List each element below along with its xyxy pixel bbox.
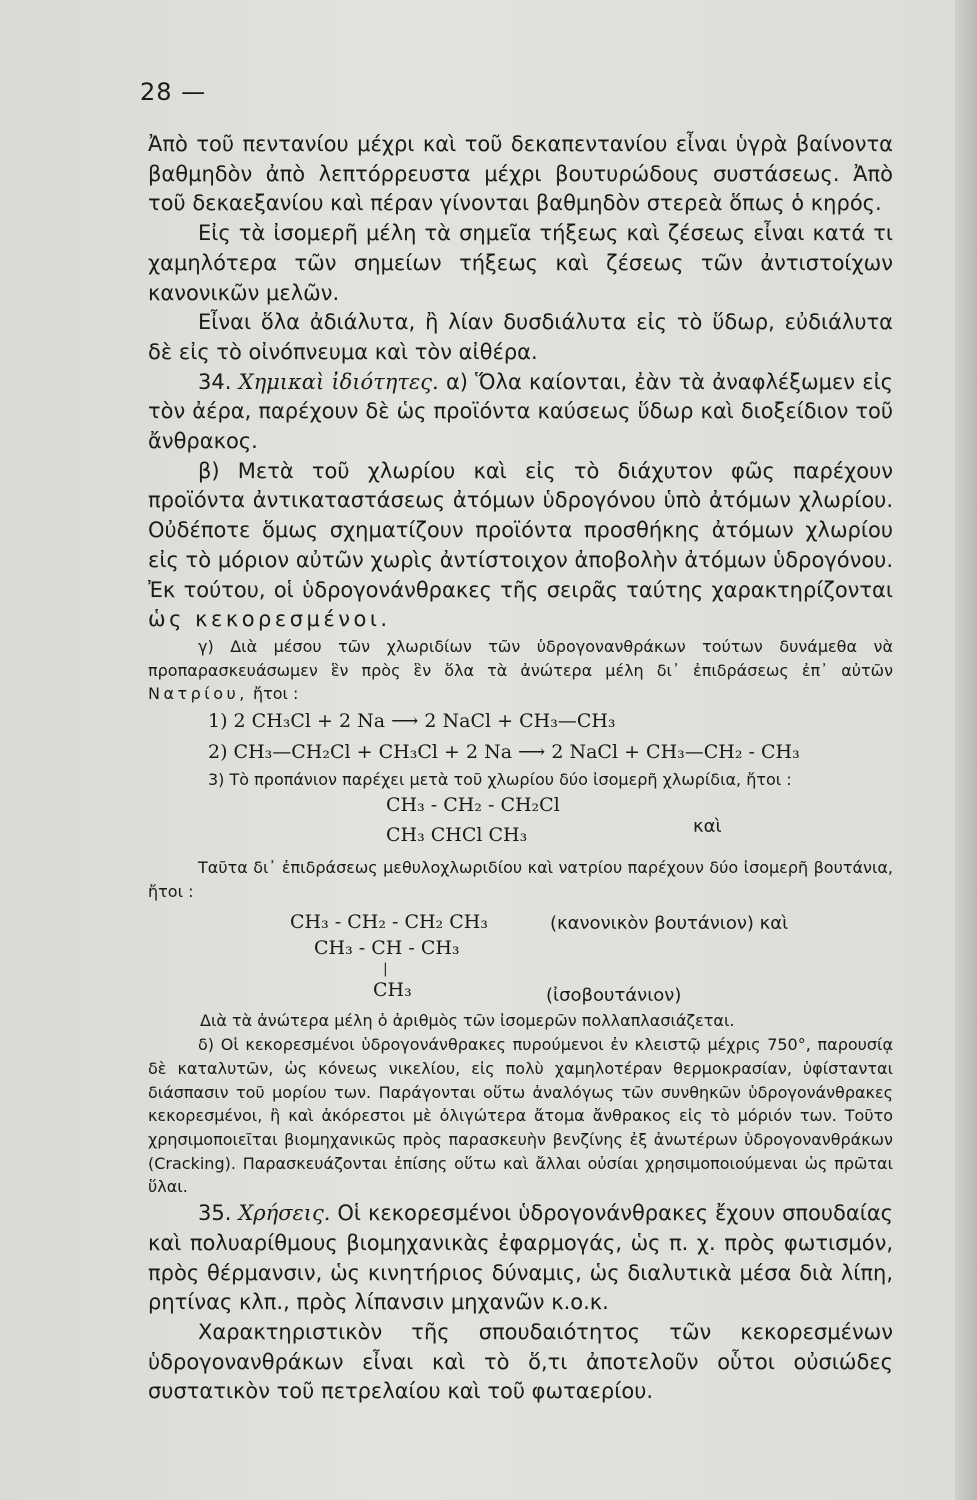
paragraph-higher-members: Διὰ τὰ ἀνώτερα μέλη ὁ ἀριθμὸς τῶν ἰσομερῶν πολλαπλασιάζεται. xyxy=(200,1011,735,1031)
page-number: 28 — xyxy=(140,78,207,106)
paragraph-solubility: Εἶναι ὅλα ἀδιάλυτα, ἢ λίαν δυσδιάλυτα εἰς τὸ ὕδωρ, εὐδιάλυτα δὲ εἰς τὸ οἰνόπνευμα καὶ τὸν αἰθέρα. xyxy=(148,310,893,364)
paragraph-chlorination xyxy=(148,457,893,635)
normal-butane-label: (κανονικὸν βουτάνιον) καὶ xyxy=(550,913,789,935)
paragraph-chemical-properties xyxy=(148,368,893,457)
wurtz-end: ἤτοι : xyxy=(252,684,299,704)
formula-3: 3) Τὸ προπάνιον παρέχει μετὰ τοῦ χλωρίου δύο ἰσομερῆ χλωρίδια, ἤτοι : xyxy=(208,770,792,790)
uses-number: 35. xyxy=(198,1201,232,1226)
formula-2: 2) CH₃—CH₂Cl + CH₃Cl + 2 Na ⟶ 2 NaCl + CH₃—CH₂ - CH₃ xyxy=(208,741,800,764)
section-title: Χημικαὶ ἰδιότητες. xyxy=(238,369,439,394)
and-word: καὶ xyxy=(693,816,722,838)
chlorination-text: β) Μετὰ τοῦ χλωρίου καὶ εἰς τὸ διάχυτον φῶς παρέχουν προϊόντα ἀντικαταστάσεως ἀτόμων ὑδρογόνου ὑπὸ ἀτόμων χλωρίου. Οὐδέποτε ὅμως σχηματίζουν προϊόντα προσθήκης ἀτόμων χλωρίου εἰς τὸ μόριον αὐτῶν χωρὶς ἀντίστοιχον ἀποβολὴν ἀτόμων ὑδρογόνου. Ἐκ τούτου, οἱ ὑδρογονάνθρακες τῆς σειρᾶς ταύτης χαρακτηρίζονται xyxy=(148,458,893,602)
paragraph-isomers: Εἰς τὰ ἰσομερῆ μέλη τὰ σημεῖα τήξεως καὶ ζέσεως εἶναι κατά τι χαμηλότερα τῶν σημείων τήξεως καὶ ζέσεως τῶν ἀντιστοίχων κανονικῶν μελῶν. xyxy=(148,221,893,305)
isobutane-bond: | xyxy=(383,961,388,978)
page-body xyxy=(148,130,893,1407)
butane-formulas xyxy=(148,907,893,1009)
wurtz-text: γ) Διὰ μέσου τῶν χλωριδίων τῶν ὑδρογονανθράκων τούτων δυνάμεθα νὰ προπαρασκευάσωμεν ἓν πρὸς ἓν ὅλα τὰ ἀνώτερα μέλη δι᾽ ἐπιδράσεως ἐπ᾽ αὐτῶν xyxy=(148,636,893,680)
sodium-term: Νατρίου, xyxy=(148,684,248,704)
isobutane-label: (ἰσοβουτάνιον) xyxy=(546,985,682,1007)
normal-butane: CH₃ - CH₂ - CH₂ CH₃ xyxy=(290,911,488,934)
section-number: 34. xyxy=(198,369,232,394)
page-edge xyxy=(955,0,977,1500)
uses-text: Οἱ κεκορεσμένοι ὑδρογονάνθρακες ἔχουν σπουδαίας καὶ πολυαρίθμους βιομηχανικὰς ἐφαρμογάς, ὡς π. χ. πρὸς φωτισμόν, πρὸς θέρμανσιν, ὡς κινητήριος δύναμις, ὡς διαλυτικὰ μέσα διὰ λίπη, ρητίνας κλπ., πρὸς λίπανσιν μηχανῶν κ.ο.κ. xyxy=(148,1201,893,1315)
paragraph-wurtz xyxy=(148,635,893,706)
propane-chloride-2: CH₃ CHCl CH₃ xyxy=(386,824,528,847)
paragraph-uses xyxy=(148,1199,893,1318)
uses-title: Χρήσεις. xyxy=(238,1201,331,1226)
paragraph-cracking: δ) Οἱ κεκορεσμένοι ὑδρογονάνθρακες πυρούμενοι ἐν κλειστῷ μέχρις 750°, παρουσίᾳ δὲ καταλυτῶν, ὡς κόνεως νικελίου, εἰς πολὺ χαμηλοτέραν θερμοκρασίαν, ὑφίστανται διάσπασιν τοῦ μορίου των. Παράγονται οὕτω ἀναλόγως τῶν συνθηκῶν ὑδρογονάνθρακες κεκορεσμένοι, ἢ καὶ ἀκόρεστοι μὲ ὀλιγώτερα ἄτομα ἄνθρακος εἰς τὸ μόριόν των. Τοῦτο χρησιμοποιεῖται βιομηχανικῶς πρὸς παρασκευὴν βενζίνης ἐξ ἀνωτέρων ὑδρογονανθράκων (Cracking). Παρασκευάζονται ἐπίσης οὕτω καὶ ἄλλαι οὐσίαι χρησιμοποιούμεναι ὡς πρῶται ὕλαι. xyxy=(148,1035,893,1197)
saturated-term: ὡς κεκορεσμένοι. xyxy=(148,607,391,632)
paragraph-importance: Χαρακτηριστικὸν τῆς σπουδαιότητος τῶν κεκορεσμένων ὑδρογονανθράκων εἶναι καὶ τὸ ὅ,τι ἀποτελοῦν οὗτοι οὐσιώδες συστατικὸν τοῦ πετρελαίου καὶ τοῦ φωταερίου. xyxy=(148,1319,893,1404)
isobutane-chain: CH₃ - CH - CH₃ xyxy=(314,937,460,960)
propane-chloride-1: CH₃ - CH₂ - CH₂Cl xyxy=(386,794,560,817)
formula-1: 1) 2 CH₃Cl + 2 Na ⟶ 2 NaCl + CH₃—CH₃ xyxy=(208,710,616,733)
section-text: α) Ὅλα καίονται, ἐὰν τὰ ἀναφλέξωμεν εἰς τὸν ἀέρα, παρέχουν δὲ ὡς προϊόντα καύσεως ὕδωρ καὶ διοξείδιον τοῦ ἄνθρακος. xyxy=(148,369,893,454)
isobutane-branch: CH₃ xyxy=(373,979,412,1002)
propane-chlorides xyxy=(148,792,893,856)
paragraph-butanes: Ταῦτα δι᾽ ἐπιδράσεως μεθυλοχλωριδίου καὶ νατρίου παρέχουν δύο ἰσομερῆ βουτάνια, ἤτοι : xyxy=(148,858,893,901)
paragraph-pentane: Ἀπὸ τοῦ πεντανίου μέχρι καὶ τοῦ δεκαπεντανίου εἶναι ὑγρὰ βαίνοντα βαθμηδὸν ἀπὸ λεπτόρρευστα μέχρι βουτυρώδους συστάσεως. Ἀπὸ τοῦ δεκαεξανίου καὶ πέραν γίνονται βαθμηδὸν στερεὰ ὅπως ὁ κηρός. xyxy=(148,132,893,216)
